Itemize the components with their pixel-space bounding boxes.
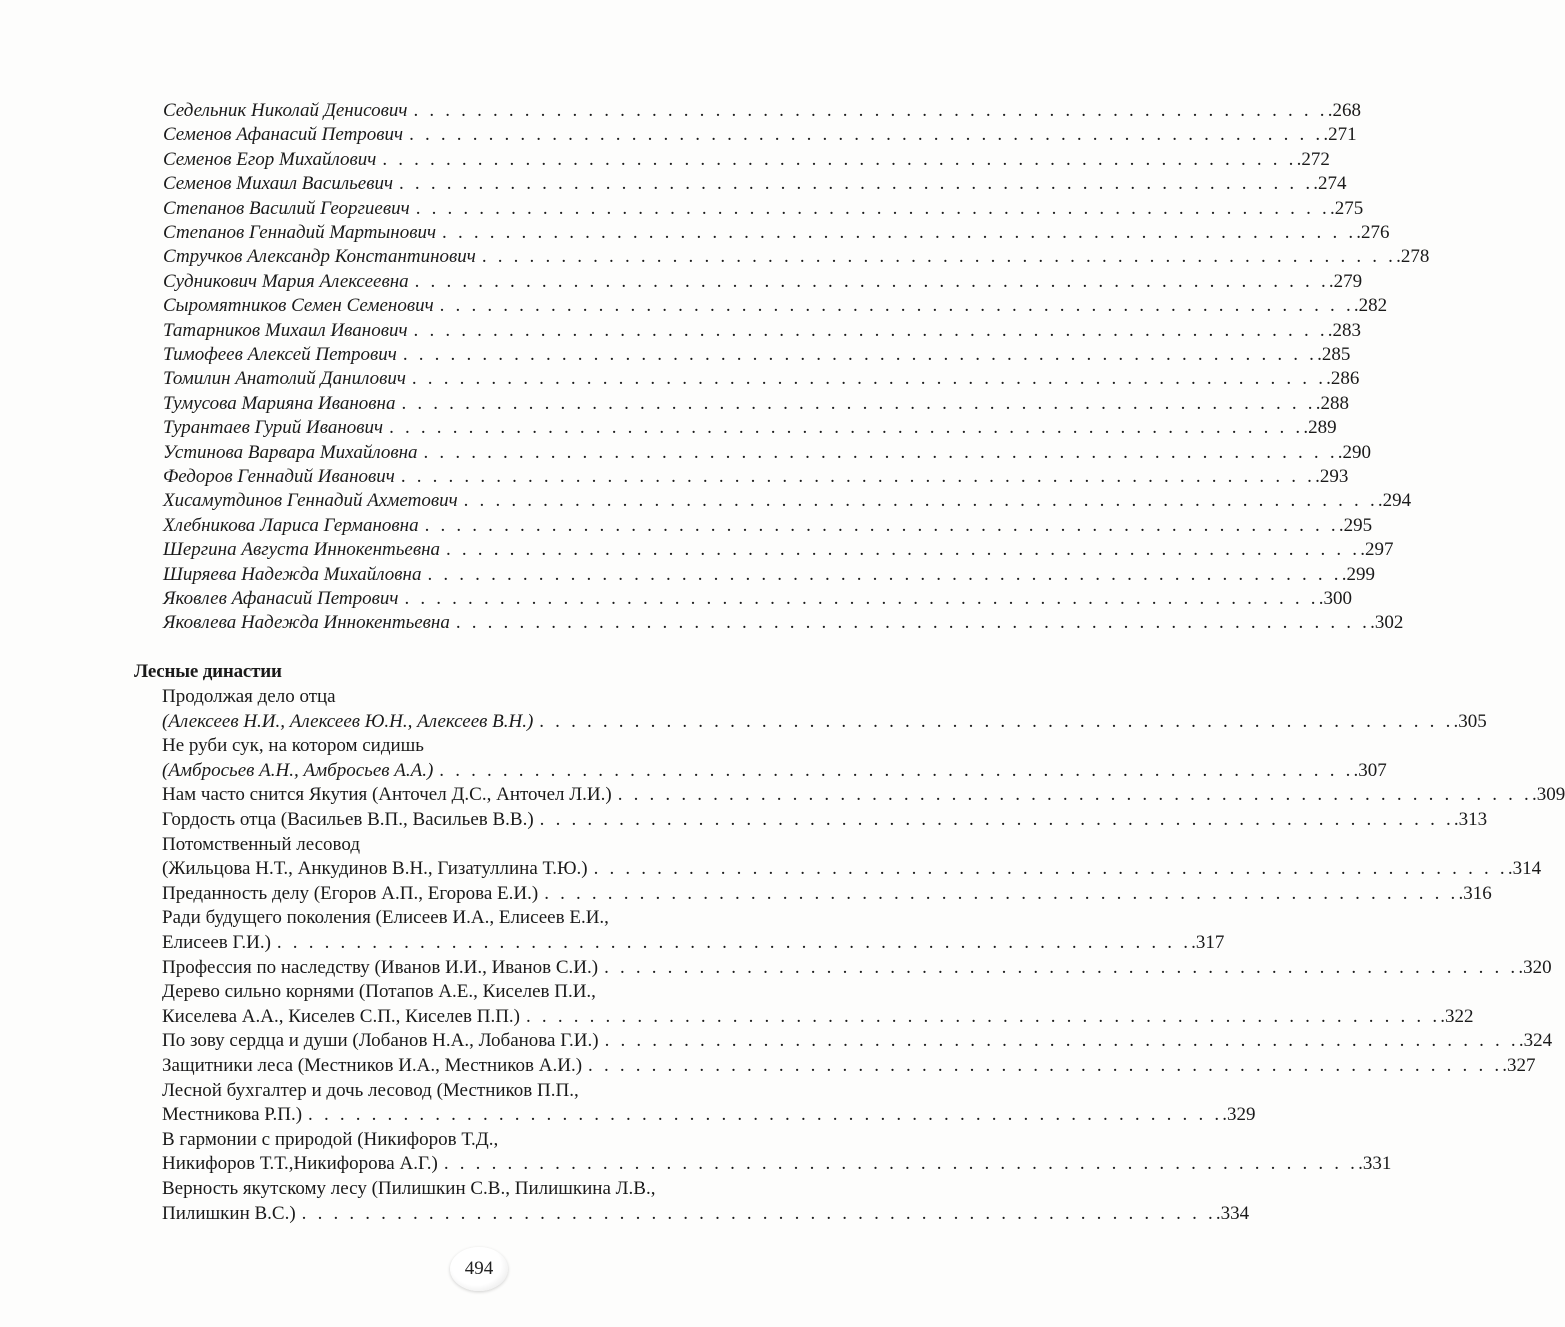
- dot-leader: . . . . . . . . . . . . . . . . . . . . . . . . . . . . . . . . . . . . . . . . . . . . . . . . . . . . . . . . . .: [526, 1005, 1441, 1027]
- dot-leader: . . . . . . . . . . . . . . . . . . . . . . . . . . . . . . . . . . . . . . . . . . . . . . . . . . . . . . . . . .: [604, 956, 1519, 978]
- dot-leader: . . . . . . . . . . . . . . . . . . . . . . . . . . . . . . . . . . . . . . . . . . . . . . . . . . . . . . . . . .: [401, 392, 1316, 414]
- dot-leader: . . . . . . . . . . . . . . . . . . . . . . . . . . . . . . . . . . . . . . . . . . . . . . . . . . . . . . . . . .: [382, 148, 1297, 170]
- entry-page-number: .293: [1315, 466, 1349, 487]
- dot-leader: . . . . . . . . . . . . . . . . . . . . . . . . . . . . . . . . . . . . . . . . . . . . . . . . . . . . . . . . . .: [413, 100, 1328, 121]
- entry-title: Федоров Геннадий Иванович: [163, 466, 395, 487]
- dot-leader: . . . . . . . . . . . . . . . . . . . . . . . . . . . . . . . . . . . . . . . . . . . . . . . . . . . . . . . . . .: [439, 295, 1354, 317]
- entry-page-number: .295: [1338, 514, 1373, 536]
- entry-title: Яковлев Афанасий Петрович: [163, 588, 399, 609]
- dot-leader: . . . . . . . . . . . . . . . . . . . . . . . . . . . . . . . . . . . . . . . . . . . . . . . . . . . . . . . . . .: [404, 588, 1319, 609]
- page-number: 494: [464, 1258, 494, 1279]
- entry-title: Преданность делу (Егоров А.П., Егорова Е.И.): [162, 882, 539, 904]
- toc-entry: [0, 833, 904, 857]
- entry-title: Верность якутскому лесу (Пилишкин С.В., Пилишкина Л.В.,: [162, 1178, 656, 1199]
- toc-entry: [0, 1152, 1392, 1176]
- toc-entry: [0, 441, 1372, 465]
- entry-title: Судникович Мария Алексеевна: [163, 270, 409, 292]
- entry-title: Шергина Августа Иннокентьевна: [163, 539, 440, 561]
- entry-title: Степанов Василий Георгиевич: [163, 197, 410, 219]
- toc-entry: [0, 465, 1349, 489]
- entry-title: Хлебникова Лариса Германовна: [163, 514, 419, 536]
- toc-entry: [0, 221, 1390, 245]
- toc-entry: [0, 343, 1351, 367]
- entry-title: Никифоров Т.Т.,Никифорова А.Г.): [162, 1153, 438, 1175]
- entry-page-number: .307: [1353, 759, 1387, 781]
- entry-page-number: .299: [1341, 563, 1375, 585]
- toc-entry: [0, 611, 1404, 635]
- toc-entry: [0, 538, 1394, 562]
- entry-title: Киселева А.А., Киселев С.П., Киселев П.П.): [162, 1005, 521, 1027]
- toc-entry: [0, 759, 1387, 783]
- toc-entry: [0, 857, 1542, 881]
- entry-title: Не руби сук, на котором сидишь: [162, 735, 424, 757]
- entry-title: Защитники леса (Местников И.А., Местников А.И.): [162, 1055, 583, 1076]
- toc-entry: [0, 1103, 1256, 1127]
- entry-page-number: .327: [1502, 1055, 1536, 1076]
- toc-entry: [0, 148, 1330, 172]
- entry-page-number: .275: [1329, 197, 1364, 219]
- toc-entry: [0, 587, 1352, 611]
- dot-leader: . . . . . . . . . . . . . . . . . . . . . . . . . . . . . . . . . . . . . . . . . . . . . . . . . . . . . . . . . .: [427, 563, 1342, 585]
- toc-entry: [0, 367, 1360, 391]
- toc-entry: [0, 416, 1337, 440]
- toc-entry: [0, 489, 1412, 513]
- toc-entry: [0, 808, 1488, 832]
- entry-title: Семенов Афанасий Петрович: [163, 124, 404, 146]
- toc-entry: [0, 685, 904, 709]
- toc-entry: [0, 197, 1364, 221]
- dot-leader: . . . . . . . . . . . . . . . . . . . . . . . . . . . . . . . . . . . . . . . . . . . . . . . . . . . . . . . . . .: [423, 441, 1338, 463]
- entry-title: Томилин Анатолий Данилович: [163, 368, 406, 390]
- entry-title: Нам часто снится Якутия (Анточел Д.С., Анточел Л.И.): [162, 784, 612, 806]
- toc-entry: [0, 710, 1487, 734]
- entry-page-number: .274: [1313, 173, 1347, 195]
- toc-entry: [0, 1177, 904, 1201]
- entry-page-number: .282: [1353, 295, 1388, 317]
- dot-leader: . . . . . . . . . . . . . . . . . . . . . . . . . . . . . . . . . . . . . . . . . . . . . . . . . . . . . . . . . .: [389, 417, 1304, 439]
- toc-entry: [0, 931, 1225, 955]
- toc-entry: [0, 734, 904, 758]
- entry-page-number: .305: [1453, 710, 1487, 732]
- entry-page-number: .317: [1191, 932, 1225, 953]
- toc-entry: [0, 172, 1347, 196]
- entry-title: Турантаев Гурий Иванович: [163, 417, 384, 439]
- toc-entry: [0, 783, 1565, 807]
- entry-page-number: .279: [1328, 270, 1363, 292]
- entry-page-number: .289: [1303, 417, 1337, 439]
- dot-leader: . . . . . . . . . . . . . . . . . . . . . . . . . . . . . . . . . . . . . . . . . . . . . . . . . . . . . . . . . .: [424, 514, 1339, 536]
- entry-title: Ради будущего поколения (Елисеев И.А., Елисеев Е.И.,: [162, 907, 609, 929]
- entry-page-number: .278: [1396, 246, 1430, 268]
- entry-page-number: .320: [1518, 956, 1552, 978]
- entry-title: Местникова Р.П.): [162, 1104, 303, 1126]
- entry-title: По зову сердца и души (Лобанов Н.А., Лобанова Г.И.): [162, 1030, 599, 1052]
- entry-page-number: .294: [1377, 490, 1412, 512]
- dot-leader: . . . . . . . . . . . . . . . . . . . . . . . . . . . . . . . . . . . . . . . . . . . . . . . . . . . . . . . . . .: [539, 710, 1454, 732]
- entry-page-number: .313: [1453, 809, 1488, 830]
- entry-title: Устинова Варвара Михайловна: [163, 441, 418, 463]
- toc-entry: [0, 514, 1373, 538]
- dot-leader: . . . . . . . . . . . . . . . . . . . . . . . . . . . . . . . . . . . . . . . . . . . . . . . . . . . . . . . . . .: [463, 490, 1378, 512]
- entry-page-number: .322: [1440, 1005, 1474, 1027]
- entry-page-number: .314: [1507, 858, 1542, 880]
- toc-entry: [0, 956, 1552, 980]
- entry-title: Профессия по наследству (Иванов И.И., Иванов С.И.): [162, 956, 599, 978]
- toc-entry: [0, 906, 904, 930]
- dot-leader: . . . . . . . . . . . . . . . . . . . . . . . . . . . . . . . . . . . . . . . . . . . . . . . . . . . . . . . . . .: [301, 1202, 1216, 1224]
- toc-entry: [0, 245, 1430, 269]
- entry-title: Лесной бухгалтер и дочь лесовод (Местников П.П.,: [162, 1079, 579, 1101]
- toc-entry: [0, 1054, 1536, 1078]
- toc-entry: [0, 1005, 1474, 1029]
- dot-leader: . . . . . . . . . . . . . . . . . . . . . . . . . . . . . . . . . . . . . . . . . . . . . . . . . . . . . . . . . .: [400, 466, 1316, 487]
- dot-leader: . . . . . . . . . . . . . . . . . . . . . . . . . . . . . . . . . . . . . . . . . . . . . . . . . . . . . . . . . .: [446, 539, 1361, 561]
- entry-page-number: .286: [1326, 368, 1360, 390]
- dot-leader: . . . . . . . . . . . . . . . . . . . . . . . . . . . . . . . . . . . . . . . . . . . . . . . . . . . . . . . . . .: [588, 1055, 1503, 1076]
- dot-leader: . . . . . . . . . . . . . . . . . . . . . . . . . . . . . . . . . . . . . . . . . . . . . . . . . . . . . . . . . .: [399, 173, 1314, 195]
- entry-title: Потомственный лесовод: [162, 833, 361, 855]
- entry-title: Седельник Николай Денисович: [163, 100, 408, 121]
- entry-page-number: .329: [1222, 1104, 1256, 1126]
- dot-leader: . . . . . . . . . . . . . . . . . . . . . . . . . . . . . . . . . . . . . . . . . . . . . . . . . . . . . . . . . .: [276, 932, 1192, 953]
- entry-title: (Амбросьев А.Н., Амбросьев А.А.): [162, 759, 434, 781]
- entry-page-number: .271: [1323, 124, 1357, 146]
- dot-leader: . . . . . . . . . . . . . . . . . . . . . . . . . . . . . . . . . . . . . . . . . . . . . . . . . . . . . . . . . .: [443, 1153, 1359, 1175]
- entry-title: Яковлева Надежда Иннокентьевна: [163, 612, 450, 634]
- dot-leader: . . . . . . . . . . . . . . . . . . . . . . . . . . . . . . . . . . . . . . . . . . . . . . . . . . . . . . . . . .: [409, 124, 1324, 146]
- entry-title: Сыромятников Семен Семенович: [163, 295, 434, 317]
- entry-title: Ширяева Надежда Михайловна: [163, 563, 422, 585]
- dot-leader: . . . . . . . . . . . . . . . . . . . . . . . . . . . . . . . . . . . . . . . . . . . . . . . . . . . . . . . . . .: [414, 270, 1329, 292]
- toc-entry: [0, 882, 1492, 906]
- page-number-badge: [450, 1247, 508, 1291]
- toc-entry: [0, 392, 1349, 416]
- entry-title: (Жильцова Н.Т., Анкудинов В.Н., Гизатуллина Т.Ю.): [162, 858, 588, 880]
- dot-leader: . . . . . . . . . . . . . . . . . . . . . . . . . . . . . . . . . . . . . . . . . . . . . . . . . . . . . . . . . .: [415, 197, 1330, 219]
- section-heading: Лесные династии: [134, 661, 282, 682]
- entry-page-number: .288: [1315, 392, 1349, 414]
- dot-leader: . . . . . . . . . . . . . . . . . . . . . . . . . . . . . . . . . . . . . . . . . . . . . . . . . . . . . . . . . .: [402, 344, 1318, 365]
- entry-title: Тимофеев Алексей Петрович: [163, 344, 397, 365]
- entry-title: Продолжая дело отца: [162, 686, 336, 707]
- entry-page-number: .331: [1358, 1153, 1392, 1175]
- dot-leader: . . . . . . . . . . . . . . . . . . . . . . . . . . . . . . . . . . . . . . . . . . . . . . . . . . . . . . . . . .: [442, 222, 1357, 243]
- entry-title: Дерево сильно корнями (Потапов А.Е., Киселев П.И.,: [162, 981, 596, 1003]
- dot-leader: . . . . . . . . . . . . . . . . . . . . . . . . . . . . . . . . . . . . . . . . . . . . . . . . . . . . . . . . . .: [593, 858, 1508, 880]
- entry-title: (Алексеев Н.И., Алексеев Ю.Н., Алексеев В.Н.): [162, 710, 534, 732]
- entry-title: Елисеев Г.И.): [162, 932, 271, 953]
- toc-entry: [0, 99, 1361, 123]
- entry-page-number: .300: [1318, 588, 1352, 609]
- entry-title: Гордость отца (Васильев В.П., Васильев В.В.): [162, 809, 534, 830]
- dot-leader: . . . . . . . . . . . . . . . . . . . . . . . . . . . . . . . . . . . . . . . . . . . . . . . . . . . . . . . . . .: [539, 809, 1454, 830]
- toc-entry: [0, 270, 1363, 294]
- entry-page-number: .309: [1531, 784, 1565, 806]
- toc-entry: [0, 319, 1362, 343]
- dot-leader: . . . . . . . . . . . . . . . . . . . . . . . . . . . . . . . . . . . . . . . . . . . . . . . . . . . . . . . . . .: [413, 319, 1328, 341]
- entry-page-number: .290: [1337, 441, 1372, 463]
- entry-page-number: .285: [1317, 344, 1351, 365]
- toc-entry: [0, 123, 1357, 147]
- entry-title: Хисамутдинов Геннадий Ахметович: [163, 490, 458, 512]
- toc-entry: [0, 1079, 904, 1103]
- entry-title: Степанов Геннадий Мартынович: [163, 222, 437, 243]
- entry-page-number: .272: [1296, 148, 1330, 170]
- toc-entry: [0, 1128, 904, 1152]
- toc-entry: [0, 980, 904, 1004]
- entry-title: В гармонии с природой (Никифоров Т.Д.,: [162, 1128, 499, 1150]
- dot-leader: . . . . . . . . . . . . . . . . . . . . . . . . . . . . . . . . . . . . . . . . . . . . . . . . . . . . . . . . . .: [439, 759, 1354, 781]
- entry-title: Семенов Егор Михайлович: [163, 148, 377, 170]
- toc-entry: [0, 563, 1375, 587]
- dot-leader: . . . . . . . . . . . . . . . . . . . . . . . . . . . . . . . . . . . . . . . . . . . . . . . . . . . . . . . . . .: [455, 612, 1371, 634]
- toc-entry: [0, 1202, 1250, 1226]
- entry-title: Стручков Александр Константинович: [163, 246, 476, 268]
- entry-title: Тумусова Марияна Ивановна: [163, 392, 396, 414]
- dot-leader: . . . . . . . . . . . . . . . . . . . . . . . . . . . . . . . . . . . . . . . . . . . . . . . . . . . . . . . . . .: [481, 246, 1397, 268]
- dot-leader: . . . . . . . . . . . . . . . . . . . . . . . . . . . . . . . . . . . . . . . . . . . . . . . . . . . . . . . . . .: [617, 784, 1532, 806]
- entry-title: Татарников Михаил Иванович: [163, 319, 408, 341]
- entry-page-number: .316: [1458, 882, 1492, 904]
- dot-leader: . . . . . . . . . . . . . . . . . . . . . . . . . . . . . . . . . . . . . . . . . . . . . . . . . . . . . . . . . .: [544, 882, 1459, 904]
- entry-page-number: .324: [1518, 1030, 1553, 1052]
- toc-entry: [0, 294, 1388, 318]
- entry-page-number: .297: [1360, 539, 1394, 561]
- toc-entry: [0, 1029, 1553, 1053]
- entry-page-number: .276: [1356, 222, 1390, 243]
- entry-page-number: .302: [1370, 612, 1404, 634]
- entry-title: Семенов Михаил Васильевич: [163, 173, 394, 195]
- entry-page-number: .268: [1327, 100, 1361, 121]
- entry-page-number: .283: [1327, 319, 1362, 341]
- dot-leader: . . . . . . . . . . . . . . . . . . . . . . . . . . . . . . . . . . . . . . . . . . . . . . . . . . . . . . . . . .: [308, 1104, 1223, 1126]
- entry-title: Пилишкин В.С.): [162, 1202, 296, 1224]
- dot-leader: . . . . . . . . . . . . . . . . . . . . . . . . . . . . . . . . . . . . . . . . . . . . . . . . . . . . . . . . . .: [604, 1030, 1519, 1052]
- dot-leader: . . . . . . . . . . . . . . . . . . . . . . . . . . . . . . . . . . . . . . . . . . . . . . . . . . . . . . . . . .: [411, 368, 1327, 390]
- entry-page-number: .334: [1215, 1202, 1250, 1224]
